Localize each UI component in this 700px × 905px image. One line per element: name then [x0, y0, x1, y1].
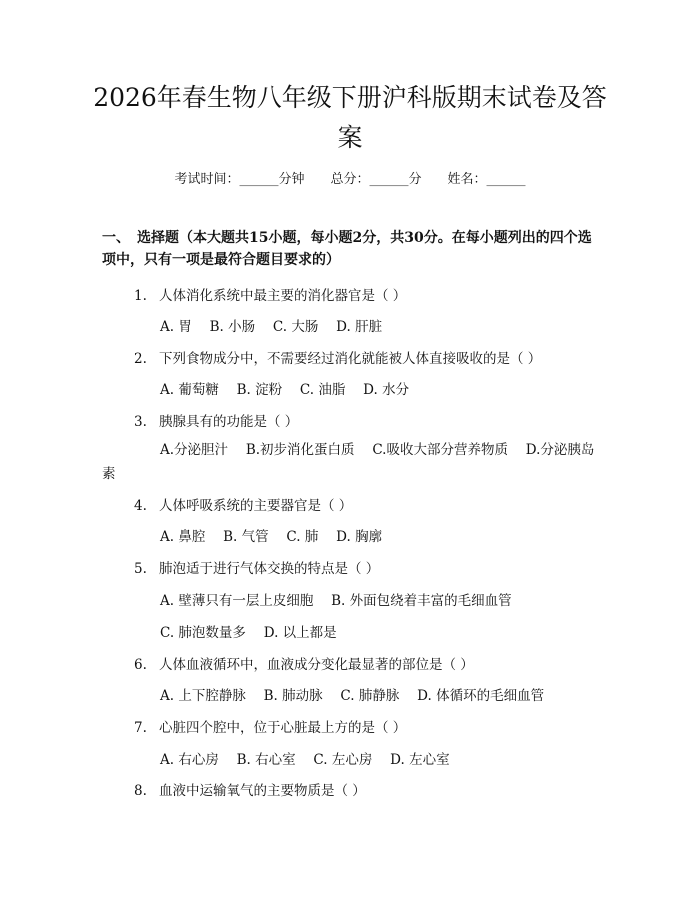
question-7 — [134, 716, 406, 736]
question-1 — [134, 284, 406, 304]
question-7-options: A. 右心房 B. 右心室 C. 左心房 D. 左心室 — [160, 752, 450, 768]
question-number: 1. — [134, 288, 147, 304]
question-number: 8. — [134, 783, 147, 799]
question-2 — [134, 347, 541, 367]
question-stem: 心脏四个腔中，位于心脏最上方的是（ ） — [159, 720, 407, 736]
question-3 — [134, 410, 298, 430]
question-6 — [134, 653, 474, 673]
question-5-options: A. 壁薄只有一层上皮细胞 B. 外面包绕着丰富的毛细血管 — [160, 593, 512, 609]
question-stem: 肺泡适于进行气体交换的特点是（ ） — [159, 561, 380, 577]
question-number: 5. — [134, 561, 147, 577]
question-number: 6. — [134, 657, 147, 673]
question-stem: 下列食物成分中，不需要经过消化就能被人体直接吸收的是（ ） — [159, 351, 542, 367]
question-8 — [134, 779, 366, 799]
question-3-options: A.分泌胆汁 B.初步消化蛋白质 C.吸收大部分营养物质 D.分泌胰岛素 — [102, 442, 595, 482]
question-stem: 血液中运输氧气的主要物质是（ ） — [159, 783, 366, 799]
page-title: 2026年春生物八年级下册沪科版期末试卷及答案 — [93, 83, 607, 152]
question-stem: 胰腺具有的功能是（ ） — [159, 414, 299, 430]
question-2-options: A. 葡萄糖 B. 淀粉 C. 油脂 D. 水分 — [160, 382, 410, 398]
section-heading: 一、 选择题（本大题共15小题，每小题2分，共30分。在每小题列出的四个选项中，只有一项是最符合题目要求的） — [102, 230, 592, 268]
question-6-options: A. 上下腔静脉 B. 肺动脉 C. 肺静脉 D. 体循环的毛细血管 — [160, 688, 545, 704]
question-number: 7. — [134, 720, 147, 736]
question-4 — [134, 494, 352, 514]
question-5 — [134, 557, 379, 577]
question-number: 4. — [134, 498, 147, 514]
question-1-options: A. 胃 B. 小肠 C. 大肠 D. 肝脏 — [160, 319, 383, 335]
question-number: 3. — [134, 414, 147, 430]
question-stem: 人体呼吸系统的主要器官是（ ） — [159, 498, 353, 514]
question-5-options-line-2: C. 肺泡数量多 D. 以上都是 — [160, 625, 337, 641]
question-stem: 人体消化系统中最主要的消化器官是（ ） — [159, 288, 407, 304]
question-number: 2. — [134, 351, 147, 367]
question-4-options: A. 鼻腔 B. 气管 C. 肺 D. 胸廓 — [160, 529, 383, 545]
exam-info-line: 考试时间：______分钟 总分：______分 姓名：______ — [174, 172, 526, 187]
question-stem: 人体血液循环中，血液成分变化最显著的部位是（ ） — [159, 657, 474, 673]
